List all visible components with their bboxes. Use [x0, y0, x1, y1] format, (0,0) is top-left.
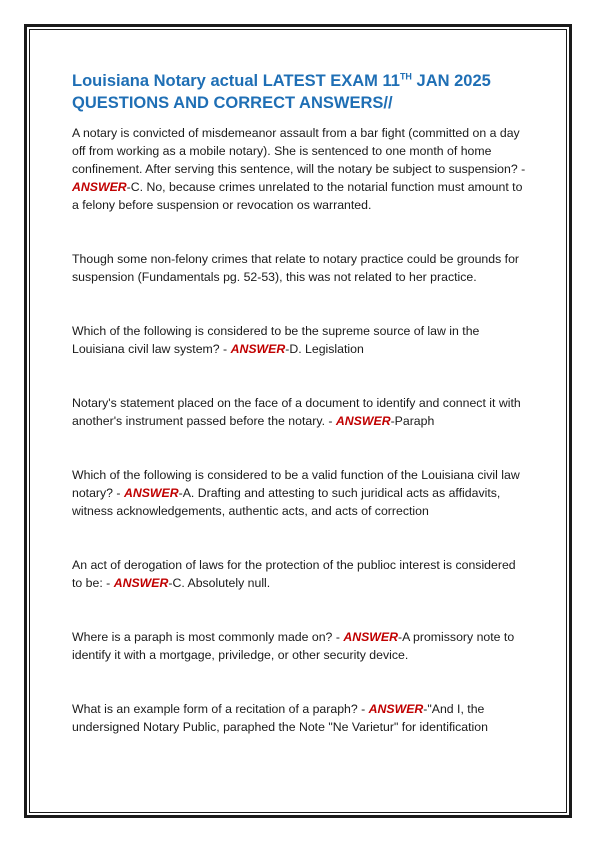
answer-label: ANSWER — [368, 702, 424, 716]
title-line1-end: JAN 2025 — [411, 72, 491, 90]
note-text: Though some non-felony crimes that relate to notary practice could be grounds for suspension (Fundamentals pg. 52-53), this was not related to her practice. — [72, 252, 520, 284]
answer-label: ANSWER — [123, 486, 179, 500]
answer-label: ANSWER — [343, 630, 398, 644]
answer-label: ANSWER — [113, 576, 169, 590]
question-text: Notary's statement placed on the face of a document to identify and connect it with another's instrument passed before the notary. - — [72, 396, 521, 428]
answer-text: -D. Legislation — [285, 342, 364, 356]
question-text: Where is a paraph is most commonly made on? - — [72, 630, 344, 644]
answer-label: ANSWER — [72, 180, 127, 194]
answer-text: -C. No, because crimes unrelated to the notarial function must amount to a felony before suspension or revocation os warranted. — [72, 180, 523, 212]
document-body — [72, 70, 528, 736]
document-title — [72, 70, 528, 114]
qa-item — [72, 556, 528, 592]
question-text: A notary is convicted of misdemeanor assault from a bar fight (committed on a day off from working as a mobile notary). She is sentenced to one month of home confinement. After serving this sentence, will the notary be subject to suspension? - — [72, 126, 526, 176]
answer-text: -A promissory note to identify it with a mortgage, priviledge, or other security device. — [72, 630, 515, 662]
question-text: What is an example form of a recitation of a paraph? - — [72, 702, 369, 716]
qa-item — [72, 628, 528, 664]
qa-item — [72, 250, 528, 286]
answer-text: -Paraph — [390, 414, 435, 428]
answer-text: -C. Absolutely null. — [168, 576, 271, 590]
answer-text: -"And I, the undersigned Notary Public, paraphed the Note "Ne Varietur" for identification — [72, 702, 488, 734]
qa-item — [72, 322, 528, 358]
qa-item — [72, 466, 528, 520]
question-text: Which of the following is considered to be a valid function of the Louisiana civil law notary? - — [72, 468, 520, 500]
question-text: Which of the following is considered to be the supreme source of law in the Louisiana civil law system? - — [72, 324, 480, 356]
answer-text: -A. Drafting and attesting to such juridical acts as affidavits, witness acknowledgements, authentic acts, and acts of correction — [72, 486, 501, 518]
answer-label: ANSWER — [230, 342, 286, 356]
question-text: An act of derogation of laws for the protection of the publioc interest is considered to be: - — [72, 558, 516, 590]
title-superscript: TH — [399, 71, 412, 82]
qa-item — [72, 700, 528, 736]
answer-label: ANSWER — [335, 414, 391, 428]
title-line1: Louisiana Notary actual LATEST EXAM 11 — [72, 72, 400, 90]
qa-item — [72, 394, 528, 430]
qa-item — [72, 124, 528, 214]
title-line2: QUESTIONS AND CORRECT ANSWERS// — [72, 94, 393, 112]
